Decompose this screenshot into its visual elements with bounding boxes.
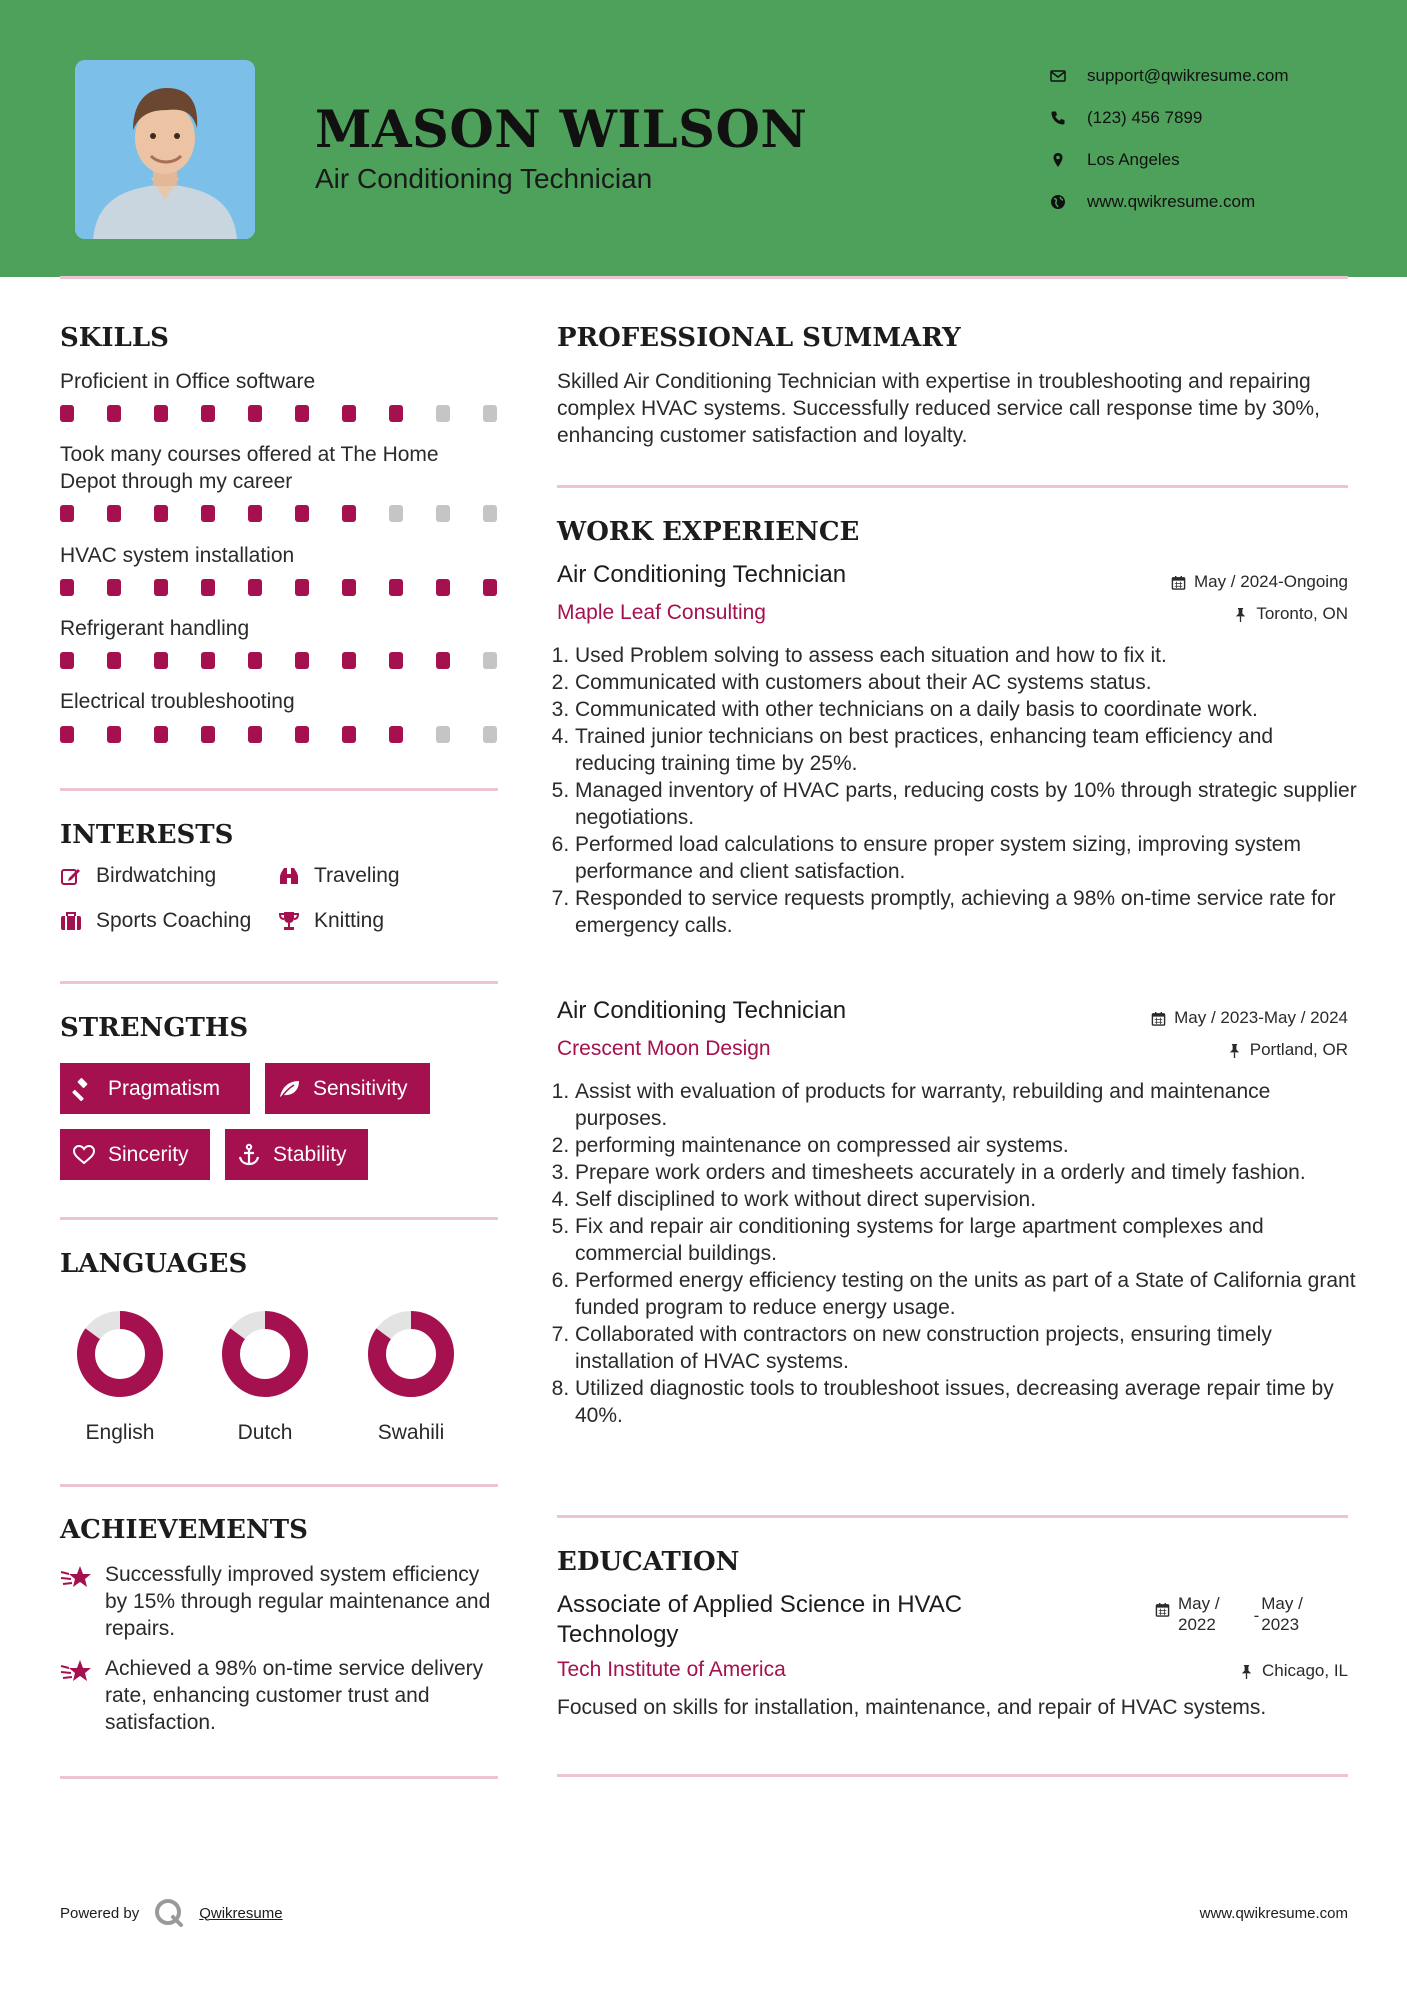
strength-badge [265,1063,430,1114]
achievement-text: Achieved a 98% on-time service delivery rate, enhancing customer trust and satisfaction. [105,1657,484,1734]
rating-dot-filled [107,505,121,522]
rating-dot-empty [436,505,450,522]
map-pin-icon [1050,150,1087,170]
leaf-icon [277,1077,313,1101]
job-title: Air Conditioning Technician [557,997,847,1024]
binoculars-icon [278,865,314,887]
rating-dot-filled [201,579,215,596]
interest-label: Birdwatching [96,864,217,887]
responsibility-item: 1. Used Problem solving to assess each situation and how to fix it. [575,642,1357,669]
job-date-text: May / 2023-May / 2024 [1174,1008,1348,1027]
responsibility-item: 7. Responded to service requests promptly, achieving a 98% on-time service rate for emergency calls. [575,885,1357,939]
strength-label: Stability [273,1142,347,1166]
summary-text: Skilled Air Conditioning Technician with expertise in troubleshooting and repairing complex HVAC systems. Successfully reduced service call response time by 30%, enhancing customer satisfaction and loyalty. [557,370,1320,447]
education-school: Tech Institute of America [557,1658,786,1681]
job-date [1171,572,1348,592]
interest-item [60,864,216,888]
rating-dot-filled [295,405,309,422]
rating-dot-filled [248,726,262,743]
achievement-text: Successfully improved system efficiency by 15% through regular maintenance and repairs. [105,1563,491,1640]
pushpin-icon [1233,607,1248,622]
language-donut [75,1309,165,1399]
rating-dot-filled [342,726,356,743]
rating-dot-filled [295,652,309,669]
rating-dot-filled [342,652,356,669]
rating-dot-empty [389,505,403,522]
briefcase-icon [60,910,96,932]
rating-dot-filled [342,505,356,522]
rating-dot-filled [483,579,497,596]
strength-badge [60,1129,210,1180]
rating-dot-filled [295,505,309,522]
rating-dot-filled [201,505,215,522]
skills-title: SKILLS [60,323,169,353]
globe-icon [1050,192,1087,212]
rating-dot-filled [389,405,403,422]
education-date-start [1178,1593,1220,1635]
rating-dot-filled [60,405,74,422]
achievement-item [60,1561,500,1642]
shooting-star-icon [60,1561,105,1642]
language-donut [366,1309,456,1399]
language-item [351,1309,471,1445]
responsibility-item: 6. Performed energy efficiency testing on the units as part of a State of California grant funded program to reduce energy usage. [575,1267,1357,1321]
qwikresume-link[interactable]: Qwikresume [199,1904,283,1922]
responsibility-item: 2. Communicated with customers about their AC systems status. [575,669,1357,696]
rating-dot-filled [248,405,262,422]
trophy-icon [278,910,314,932]
rating-dot-filled [154,405,168,422]
rating-dot-filled [248,505,262,522]
achievements-title: ACHIEVEMENTS [60,1515,308,1545]
section-divider [557,485,1348,488]
strength-label: Sensitivity [313,1076,408,1100]
rating-dot-empty [436,405,450,422]
rating-dot-filled [154,505,168,522]
header-divider [60,276,1348,279]
summary-title: PROFESSIONAL SUMMARY [557,323,961,353]
rating-dot-filled [154,726,168,743]
skill-rating [60,726,500,744]
header-banner [0,0,1407,277]
profile-photo [75,60,255,239]
responsibility-item: 6. Performed load calculations to ensure proper system sizing, improving system performance and client satisfaction. [575,831,1357,885]
contact-website[interactable] [1050,181,1289,223]
language-name: Swahili [377,1421,445,1444]
contact-phone-text: (123) 456 7899 [1087,108,1203,127]
language-item [205,1309,325,1445]
responsibility-item: 4. Trained junior technicians on best practices, enhancing team efficiency and reducing training time by 25%. [575,723,1357,777]
pushpin-icon [1239,1664,1254,1679]
rating-dot-filled [248,579,262,596]
interest-label: Knitting [314,909,385,932]
education-description: Focused on skills for installation, maintenance, and repair of HVAC systems. [557,1696,1267,1719]
education-date-end [1261,1593,1303,1635]
section-divider [60,1776,498,1779]
contact-phone[interactable] [1050,97,1289,139]
contact-list [1050,55,1289,223]
skill-rating [60,505,500,523]
contact-location-text: Los Angeles [1087,150,1180,169]
calendar-icon [1151,1011,1166,1026]
strength-label: Sincerity [108,1142,189,1166]
skill-name: Refrigerant handling [60,617,250,640]
education-degree: Associate of Applied Science in HVAC Technology [557,1591,963,1648]
rating-dot-filled [389,579,403,596]
strength-label: Pragmatism [108,1076,221,1100]
qwikresume-logo-icon [153,1897,185,1929]
section-divider [60,1484,498,1487]
envelope-icon [1050,66,1087,86]
shooting-star-icon [60,1655,105,1736]
skill-rating [60,405,500,423]
education-date-start-year: 2022 [1178,1615,1216,1634]
education-date [1155,1593,1303,1635]
job-responsibilities [557,642,1357,939]
powered-by-label: Powered by [60,1904,140,1922]
rating-dot-filled [60,505,74,522]
job-location-text: Toronto, ON [1256,604,1348,623]
responsibility-item: 7. Collaborated with contractors on new construction projects, ensuring timely installation of HVAC systems. [575,1321,1357,1375]
contact-email-text: support@qwikresume.com [1087,66,1289,85]
responsibility-item: 3. Communicated with other technicians on a daily basis to coordinate work. [575,696,1357,723]
rating-dot-filled [389,726,403,743]
job-location [1227,1040,1348,1060]
language-name: English [85,1421,155,1444]
rating-dot-empty [483,405,497,422]
rating-dot-filled [107,652,121,669]
rating-dot-filled [154,652,168,669]
rating-dot-empty [483,505,497,522]
job-company: Maple Leaf Consulting [557,601,766,624]
education-date-separator: - [1253,1606,1260,1625]
calendar-icon [1171,575,1186,590]
job-company: Crescent Moon Design [557,1037,771,1060]
rating-dot-filled [60,579,74,596]
education-date-start-month: May / [1178,1594,1220,1613]
skill-name: HVAC system installation [60,544,295,567]
candidate-title: Air Conditioning Technician [315,163,653,194]
rating-dot-filled [201,652,215,669]
interests-title: INTERESTS [60,820,234,850]
footer-website[interactable]: www.qwikresume.com [1199,1905,1348,1922]
skill-rating [60,579,500,597]
contact-website-text: www.qwikresume.com [1087,192,1256,211]
rating-dot-filled [389,652,403,669]
rating-dot-filled [107,579,121,596]
rating-dot-empty [483,726,497,743]
rating-dot-filled [342,579,356,596]
education-date-end-month: May / [1261,1594,1303,1613]
anchor-icon [237,1143,273,1167]
rating-dot-filled [436,652,450,669]
rating-dot-filled [436,579,450,596]
heart-icon [72,1143,108,1167]
language-name: Dutch [237,1421,293,1444]
rating-dot-filled [248,652,262,669]
interest-label: Sports Coaching [96,909,252,932]
pushpin-icon [1227,1043,1242,1058]
gavel-icon [72,1077,108,1101]
rating-dot-filled [201,405,215,422]
section-divider [60,788,498,791]
job-location-text: Portland, OR [1249,1040,1348,1059]
responsibility-item: 5. Fix and repair air conditioning systems for large apartment complexes and commercial buildings. [575,1213,1357,1267]
rating-dot-filled [107,726,121,743]
job-date [1151,1008,1348,1028]
education-location-text: Chicago, IL [1262,1661,1348,1680]
skill-name: Electrical troubleshooting [60,690,295,713]
education-date-end-year: 2023 [1261,1615,1300,1634]
rating-dot-filled [295,579,309,596]
skill-name: Took many courses offered at The Home Depot through my career [60,443,439,493]
responsibility-item: 1. Assist with evaluation of products for warranty, rebuilding and maintenance purposes. [575,1078,1357,1132]
skill-name: Proficient in Office software [60,370,316,393]
section-divider [60,981,498,984]
interest-item [60,909,251,933]
rating-dot-filled [201,726,215,743]
rating-dot-filled [295,726,309,743]
footer-powered-by [60,1897,283,1929]
phone-icon [1050,108,1087,128]
responsibility-item: 8. Utilized diagnostic tools to troubleshoot issues, decreasing average repair time by 40%. [575,1375,1357,1429]
job-location [1233,604,1348,624]
rating-dot-empty [436,726,450,743]
experience-title: WORK EXPERIENCE [557,517,860,547]
education-title: EDUCATION [557,1547,740,1577]
interest-label: Traveling [314,864,400,887]
strength-badge [60,1063,250,1114]
candidate-name: MASON WILSON [315,100,808,160]
interest-item [278,864,400,888]
education-location [1239,1661,1348,1681]
languages-title: LANGUAGES [60,1249,248,1279]
strength-badge [225,1129,368,1180]
responsibility-item: 2. performing maintenance on compressed air systems. [575,1132,1357,1159]
calendar-icon [1155,1602,1170,1617]
skill-rating [60,652,500,670]
section-divider [557,1515,1348,1518]
rating-dot-filled [60,652,74,669]
responsibility-item: 5. Managed inventory of HVAC parts, reducing costs by 10% through strategic supplier negotiations. [575,777,1357,831]
interest-item [278,909,384,933]
contact-email[interactable] [1050,55,1289,97]
rating-dot-filled [342,405,356,422]
strengths-title: STRENGTHS [60,1013,249,1043]
rating-dot-empty [483,652,497,669]
rating-dot-filled [154,579,168,596]
achievement-item [60,1655,500,1736]
section-divider [60,1217,498,1220]
rating-dot-filled [107,405,121,422]
section-divider [557,1774,1348,1777]
language-item [60,1309,180,1445]
responsibility-item: 4. Self disciplined to work without direct supervision. [575,1186,1357,1213]
language-donut [220,1309,310,1399]
job-responsibilities [557,1078,1357,1429]
contact-location [1050,139,1289,181]
job-title: Air Conditioning Technician [557,561,847,588]
responsibility-item: 3. Prepare work orders and timesheets accurately in a orderly and timely fashion. [575,1159,1357,1186]
job-date-text: May / 2024-Ongoing [1193,572,1348,591]
edit-icon [60,865,96,887]
rating-dot-filled [60,726,74,743]
